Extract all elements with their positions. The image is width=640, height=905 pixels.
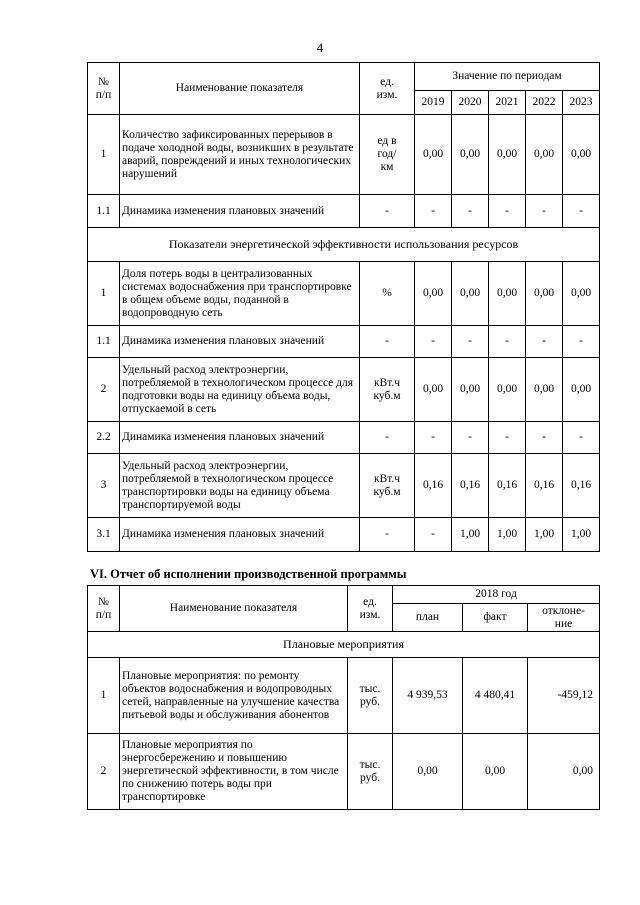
header-unit: ед. изм. (360, 63, 415, 115)
row-value: 1,00 (526, 518, 563, 552)
table-header-row (88, 586, 600, 604)
row-number: 3 (88, 454, 120, 518)
page-number: 4 (316, 40, 324, 55)
row-value: 0,00 (563, 115, 600, 195)
row-value: 0,00 (415, 358, 452, 422)
row-value: - (526, 326, 563, 358)
row-unit: - (360, 422, 415, 454)
row-value: - (489, 195, 526, 228)
row-value: - (526, 195, 563, 228)
row-value: - (563, 195, 600, 228)
row-value: - (415, 422, 452, 454)
row-value: 0,00 (563, 358, 600, 422)
row-unit: - (360, 518, 415, 552)
row-value: - (489, 326, 526, 358)
row-value: - (452, 422, 489, 454)
row-number: 1.1 (88, 195, 120, 228)
row-value: - (452, 195, 489, 228)
row-number: 1 (88, 262, 120, 326)
table-header-row (88, 63, 600, 91)
row-unit: - (360, 195, 415, 228)
section-row (88, 228, 600, 262)
row-deviation: 0,00 (528, 734, 600, 810)
row-name: Удельный расход электроэнергии, потребляемой в технологическом процессе для подготовки воды на единицу объема воды, отпускаемой в сеть (120, 358, 360, 422)
row-number: 2 (88, 358, 120, 422)
row-value: 0,00 (489, 262, 526, 326)
row-value: 1,00 (489, 518, 526, 552)
row-unit: - (360, 326, 415, 358)
header-year: 2021 (489, 91, 526, 115)
row-value: 0,00 (526, 262, 563, 326)
row-name: Динамика изменения плановых значений (120, 422, 360, 454)
row-unit: тыс. руб. (348, 734, 393, 810)
row-name: Динамика изменения плановых значений (120, 518, 360, 552)
row-fact: 0,00 (463, 734, 528, 810)
row-number: 2 (88, 734, 120, 810)
row-value: 0,00 (489, 358, 526, 422)
header-deviation: отклоне- ние (528, 604, 600, 632)
row-unit: ед в год/ км (360, 115, 415, 195)
header-indicator-name: Наименование показателя (120, 586, 348, 632)
row-name: Динамика изменения плановых значений (120, 195, 360, 228)
header-number: № п/п (88, 586, 120, 632)
row-value: - (563, 422, 600, 454)
row-value: 0,16 (415, 454, 452, 518)
header-year: 2022 (526, 91, 563, 115)
row-unit: кВт.ч куб.м (360, 358, 415, 422)
row-number: 2.2 (88, 422, 120, 454)
row-value: 0,00 (452, 262, 489, 326)
table-row (88, 734, 600, 810)
row-name: Количество зафиксированных перерывов в подаче холодной воды, возникших в результате аварий, повреждений и иных технологических нарушений (120, 115, 360, 195)
table-row (88, 326, 600, 358)
section-heading: VI. Отчет об исполнении производственной программы (90, 567, 407, 581)
table-row (88, 422, 600, 454)
table-row (88, 454, 600, 518)
row-value: 0,00 (563, 262, 600, 326)
section-row (88, 632, 600, 658)
row-fact: 4 480,41 (463, 658, 528, 734)
row-value: - (563, 326, 600, 358)
row-unit: кВт.ч куб.м (360, 454, 415, 518)
row-value: 0,16 (526, 454, 563, 518)
row-value: - (415, 195, 452, 228)
header-year: 2023 (563, 91, 600, 115)
header-indicator-name: Наименование показателя (120, 63, 360, 115)
header-fact: факт (463, 604, 528, 632)
row-value: 0,00 (452, 115, 489, 195)
row-value: 0,00 (452, 358, 489, 422)
table-row (88, 115, 600, 195)
header-year: 2019 (415, 91, 452, 115)
row-number: 1 (88, 115, 120, 195)
row-value: - (489, 422, 526, 454)
table-row (88, 262, 600, 326)
row-value: 0,00 (415, 115, 452, 195)
row-value: 1,00 (563, 518, 600, 552)
indicators-table (87, 62, 600, 552)
header-plan: план (393, 604, 463, 632)
row-name: Динамика изменения плановых значений (120, 326, 360, 358)
row-name: Плановые мероприятия по энергосбережению и повышению энергетической эффективности, в том числе по снижению потерь воды при транспортировке (120, 734, 348, 810)
row-value: 0,16 (563, 454, 600, 518)
production-program-report-table (87, 585, 600, 810)
row-name: Доля потерь воды в централизованных системах водоснабжения при транспортировке в общем объеме воды, поданной в водопроводную сеть (120, 262, 360, 326)
row-value: 0,00 (526, 358, 563, 422)
row-value: 1,00 (452, 518, 489, 552)
table-row (88, 658, 600, 734)
row-unit: тыс. руб. (348, 658, 393, 734)
row-number: 1 (88, 658, 120, 734)
header-year: 2020 (452, 91, 489, 115)
section-title: Показатели энергетической эффективности использования ресурсов (88, 228, 600, 262)
row-name: Плановые мероприятия: по ремонту объектов водоснабжения и водопроводных сетей, направленные на улучшение качества питьевой воды и обслуживания абонентов (120, 658, 348, 734)
row-deviation: -459,12 (528, 658, 600, 734)
header-values-by-period: Значение по периодам (415, 63, 600, 91)
row-value: - (415, 326, 452, 358)
row-name: Удельный расход электроэнергии, потребляемой в технологическом процессе транспортировки воды на единицу объема транспортируемой воды (120, 454, 360, 518)
table-row (88, 195, 600, 228)
table-row (88, 518, 600, 552)
row-number: 1.1 (88, 326, 120, 358)
row-value: - (452, 326, 489, 358)
row-value: 0,00 (489, 115, 526, 195)
row-value: - (526, 422, 563, 454)
row-number: 3.1 (88, 518, 120, 552)
header-number: № п/п (88, 63, 120, 115)
header-year: 2018 год (393, 586, 600, 604)
row-value: 0,16 (489, 454, 526, 518)
section-title: Плановые мероприятия (88, 632, 600, 658)
row-plan: 4 939,53 (393, 658, 463, 734)
row-plan: 0,00 (393, 734, 463, 810)
row-value: 0,16 (452, 454, 489, 518)
row-value: - (415, 518, 452, 552)
row-unit: % (360, 262, 415, 326)
table-row (88, 358, 600, 422)
header-unit: ед. изм. (348, 586, 393, 632)
row-value: 0,00 (526, 115, 563, 195)
row-value: 0,00 (415, 262, 452, 326)
